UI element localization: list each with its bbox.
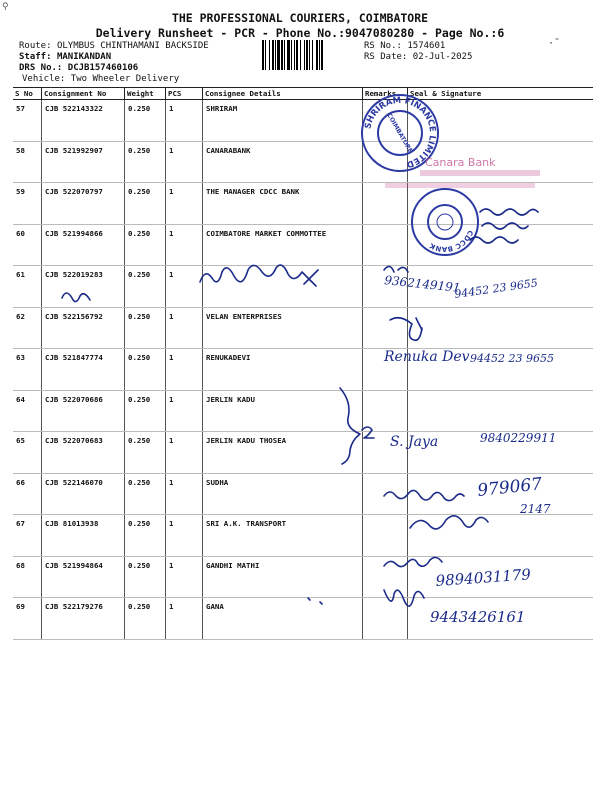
- cell-weight: 0.250: [125, 556, 166, 598]
- cell-pcs: 1: [166, 390, 203, 432]
- cell-weight: 0.250: [125, 473, 166, 515]
- cell-sno: 60: [13, 224, 42, 266]
- cell-consignee: SHRIRAM: [203, 100, 363, 142]
- signature-67: [410, 516, 488, 529]
- cell-pcs: 1: [166, 515, 203, 557]
- cell-weight: 0.250: [125, 141, 166, 183]
- cell-pcs: 1: [166, 183, 203, 225]
- drs-label: DRS No.:: [19, 63, 63, 73]
- cell-consignee: GANA: [203, 598, 363, 640]
- cell-sno: 62: [13, 307, 42, 349]
- cell-pcs: 1: [166, 598, 203, 640]
- cdcc-stamp: [412, 189, 478, 255]
- cell-pcs: 1: [166, 141, 203, 183]
- company-title: THE PROFESSIONAL COURIERS, COIMBATORE: [171, 11, 429, 25]
- phone-66: 979067: [476, 474, 544, 501]
- cell-consignee: GANDHI MATHI: [203, 556, 363, 598]
- cell-pcs: 1: [166, 266, 203, 308]
- cell-consignment: CJB 521992907: [42, 141, 125, 183]
- col-pcs: PCS: [166, 88, 203, 100]
- col-remarks: Remarks: [363, 88, 408, 100]
- corner-mark: ⚲: [2, 2, 9, 12]
- vehicle-value: Two Wheeler Delivery: [70, 74, 180, 84]
- col-sno: S No: [13, 88, 42, 100]
- cell-weight: 0.250: [125, 266, 166, 308]
- num-67: 2147: [520, 502, 551, 516]
- cell-consignment: CJB 522179276: [42, 598, 125, 640]
- cell-consignee: RENUKADEVI: [203, 349, 363, 391]
- cell-consignee: VELAN ENTERPRISES: [203, 307, 363, 349]
- col-weight: Weight: [125, 88, 166, 100]
- staff-value: MANIKANDAN: [56, 52, 112, 62]
- signature-scribble-59c: [470, 237, 518, 243]
- cell-sno: 57: [13, 100, 42, 142]
- cell-consignment: CJB 522070797: [42, 183, 125, 225]
- cell-consignee: JERLIN KADU: [203, 390, 363, 432]
- dots-69: [308, 598, 322, 604]
- vehicle-label: Vehicle:: [22, 74, 66, 84]
- rs-date-value: 02-Jul-2025: [412, 52, 473, 62]
- signature-scribble-59: [480, 209, 538, 215]
- cell-weight: 0.250: [125, 100, 166, 142]
- cdcc-ring-text: CDCC BANK: [428, 228, 475, 254]
- cell-sno: 68: [13, 556, 42, 598]
- cell-consignment: CJB 521847774: [42, 349, 125, 391]
- signature-66: [384, 490, 464, 500]
- cell-consignee: JERLIN KADU THOSEA: [203, 432, 363, 474]
- cell-pcs: 1: [166, 556, 203, 598]
- signature-61: [200, 265, 318, 286]
- cell-consignment: CJB 522156792: [42, 307, 125, 349]
- cell-consignment: CJB 521994864: [42, 556, 125, 598]
- signature-62b: [416, 318, 422, 330]
- route-label: Route:: [19, 41, 52, 51]
- drs-value: DCJB157460106: [67, 63, 139, 73]
- cell-consignee: THE MANAGER CDCC BANK: [203, 183, 363, 225]
- cell-consignee: COIMBATORE MARKET COMMOTTEE: [203, 224, 363, 266]
- cell-sno: 63: [13, 349, 42, 391]
- cell-consignment: CJB 522070683: [42, 432, 125, 474]
- staff-label: Staff:: [19, 52, 52, 62]
- bracket-64-65: [340, 388, 360, 464]
- rs-no-label: RS No.:: [364, 41, 402, 51]
- cell-weight: 0.250: [125, 307, 166, 349]
- route-value: OLYMBUS CHINTHAMANI BACKSIDE: [56, 41, 209, 51]
- col-signature: Seal & Signature: [408, 88, 594, 100]
- cell-consignment: CJB 522019283: [42, 266, 125, 308]
- cell-weight: 0.250: [125, 224, 166, 266]
- cell-weight: 0.250: [125, 349, 166, 391]
- cell-consignment: CJB 81013938: [42, 515, 125, 557]
- cell-consignment: CJB 522146070: [42, 473, 125, 515]
- initials-61: [62, 293, 90, 302]
- cell-weight: 0.250: [125, 515, 166, 557]
- cell-sno: 65: [13, 432, 42, 474]
- cell-pcs: 1: [166, 349, 203, 391]
- mark-65: [362, 427, 374, 438]
- phone-61b: 94452 23 9655: [453, 276, 539, 301]
- phone-69: 9443426161: [430, 608, 526, 626]
- cell-sno: 69: [13, 598, 42, 640]
- cell-pcs: 1: [166, 432, 203, 474]
- cell-sno: 67: [13, 515, 42, 557]
- svg-text:CDCC BANK: [428, 229, 474, 253]
- shriram-center-text: COIMBATORE: [385, 112, 414, 155]
- canara-stamp-text: Canara Bank: [425, 156, 496, 169]
- cell-consignment: CJB 522143322: [42, 100, 125, 142]
- cell-sno: 58: [13, 141, 42, 183]
- signature-69: [384, 590, 424, 606]
- cell-pcs: 1: [166, 307, 203, 349]
- shriram-ring-text: SHRIRAM FINANCE LIMITED: [363, 95, 438, 170]
- signature-63: Renuka Dev: [384, 349, 470, 365]
- col-consignee: Consignee Details: [203, 88, 363, 100]
- cell-weight: 0.250: [125, 432, 166, 474]
- rs-no-value: 1574601: [407, 41, 446, 51]
- cell-consignee: SUDHA: [203, 473, 363, 515]
- phone-63: 94452 23 9655: [470, 352, 554, 365]
- cell-consignee: SRI A.K. TRANSPORT: [203, 515, 363, 557]
- cell-sno: 61: [13, 266, 42, 308]
- cell-consignee: CANARABANK: [203, 141, 363, 183]
- signature-65: S. Jaya: [390, 434, 439, 450]
- cell-pcs: 1: [166, 224, 203, 266]
- signature-68: [384, 557, 442, 566]
- cell-pcs: 1: [166, 100, 203, 142]
- rs-date-label: RS Date:: [364, 52, 408, 62]
- col-consignment: Consignment No: [42, 88, 125, 100]
- cell-weight: 0.250: [125, 598, 166, 640]
- cell-weight: 0.250: [125, 183, 166, 225]
- phone-61: 9362149191: [383, 273, 462, 295]
- cell-weight: 0.250: [125, 390, 166, 432]
- phone-68: 9894031179: [435, 565, 532, 590]
- cell-pcs: 1: [166, 473, 203, 515]
- cell-consignment: CJB 522070686: [42, 390, 125, 432]
- runsheet-subtitle: Delivery Runsheet - PCR - Phone No.:9047080280 - Page No.:6: [95, 26, 505, 40]
- cell-consignment: CJB 521994866: [42, 224, 125, 266]
- cell-sno: 64: [13, 390, 42, 432]
- signature-scribble-59b: [482, 223, 528, 229]
- small-tick-mark: ·˘: [548, 38, 561, 49]
- cell-sno: 59: [13, 183, 42, 225]
- cell-sno: 66: [13, 473, 42, 515]
- phone-65: 9840229911: [480, 431, 557, 445]
- remark-61: [384, 266, 408, 272]
